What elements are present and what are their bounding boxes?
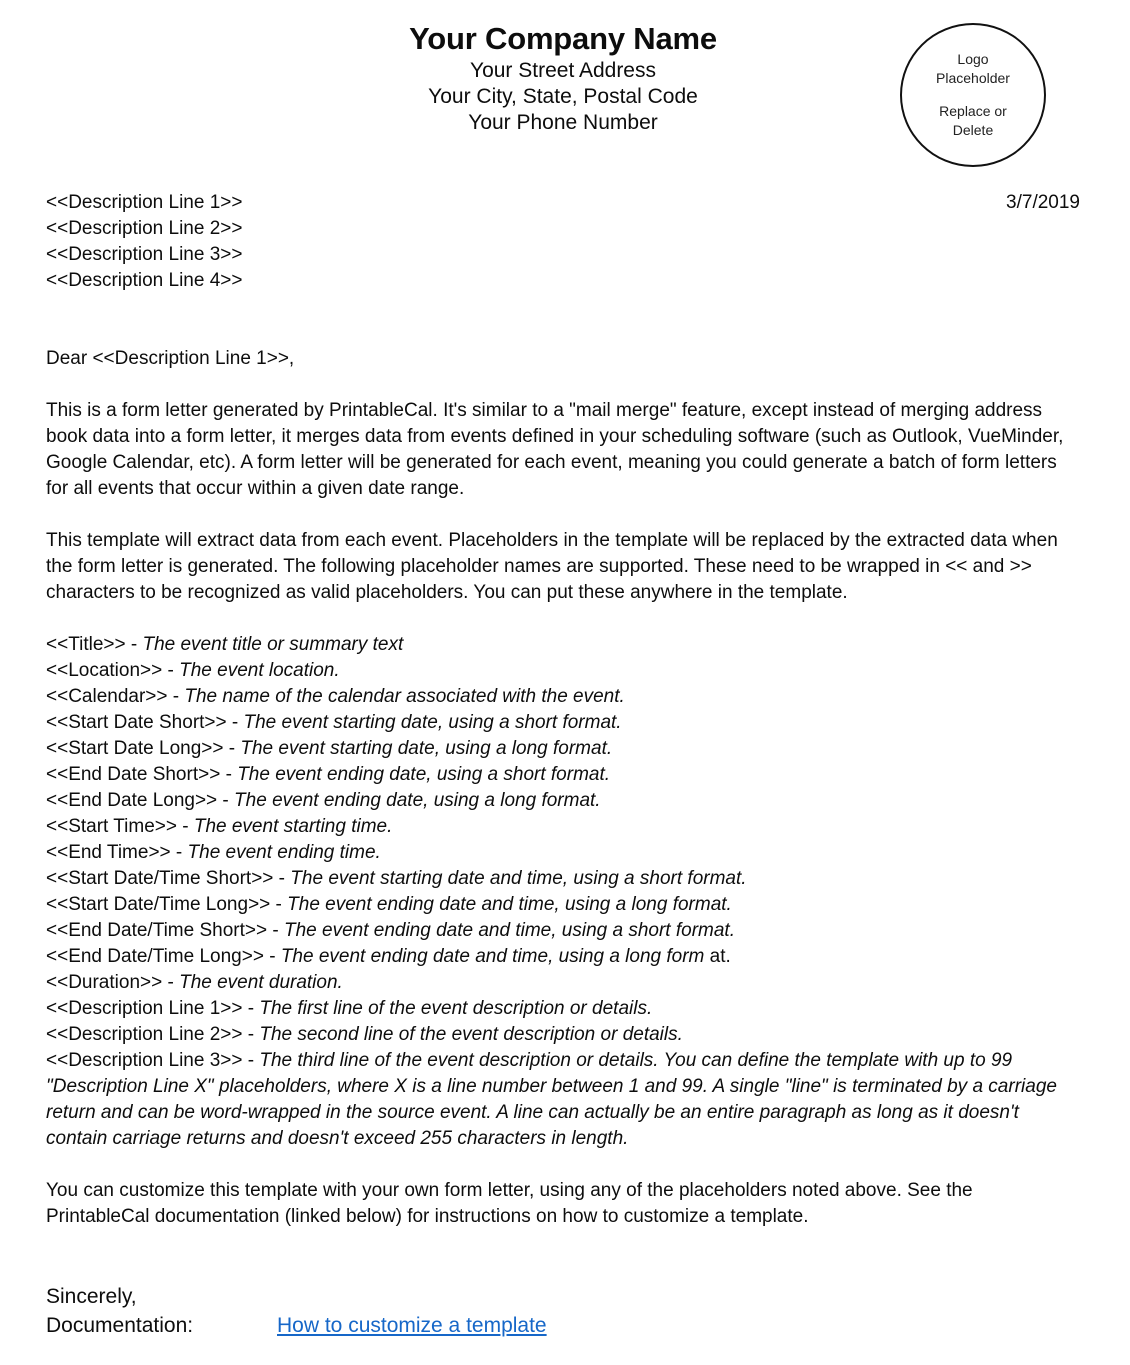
placeholder-description: The event starting date, using a long format. bbox=[240, 738, 613, 759]
placeholder-description: The third line of the event description or details. You can define the template with up to 99 "Description Line X" placeholders, where X is a line number between 1 and 99. A single "line" is terminated by a carriage return and can be word-wrapped in the source event. A line can actually be an entire paragraph as long as it doesn't contain carriage returns and doesn't exceed 255 characters in length. bbox=[46, 1050, 1057, 1149]
placeholder-name: <<Description Line 1>> - bbox=[46, 998, 260, 1019]
placeholder-name: <<Start Date/Time Short>> - bbox=[46, 868, 291, 889]
placeholder-name: <<Description Line 2>> - bbox=[46, 1024, 260, 1045]
placeholder-name: <<End Date/Time Long>> - bbox=[46, 946, 281, 967]
paragraph-placeholders-intro: This template will extract data from each event. Placeholders in the template will be replaced by the extracted data when the form letter is generated. The following placeholder names are supported. These need to be wrapped in << and >> characters to be recognized as valid placeholders. You can put these anywhere in the template. bbox=[46, 530, 1058, 603]
placeholder-row bbox=[46, 658, 1080, 684]
placeholder-name: <<Location>> - bbox=[46, 660, 180, 681]
placeholder-description: The first line of the event description or details. bbox=[259, 998, 653, 1019]
address-line-street: Your Street Address bbox=[469, 59, 656, 82]
closing-sincerely: Sincerely, bbox=[46, 1285, 137, 1308]
letter-body bbox=[46, 190, 1080, 1340]
placeholder-tail: at. bbox=[704, 946, 731, 967]
placeholder-description: The event ending time. bbox=[187, 842, 381, 863]
placeholder-description: The event ending date and time, using a short format. bbox=[283, 920, 735, 941]
placeholder-row bbox=[46, 632, 1080, 658]
placeholder-row bbox=[46, 736, 1080, 762]
placeholder-name: <<End Date Short>> - bbox=[46, 764, 238, 785]
placeholder-name: <<Calendar>> - bbox=[46, 686, 185, 707]
placeholder-row bbox=[46, 944, 1080, 970]
spacer bbox=[46, 320, 1080, 346]
placeholder-row bbox=[46, 996, 1080, 1022]
recipient-line-3: <<Description Line 3>> bbox=[46, 244, 243, 265]
placeholder-row bbox=[46, 788, 1080, 814]
paragraph-intro: This is a form letter generated by PrintableCal. It's similar to a "mail merge" feature, except instead of merging address book data into a form letter, it merges data from events defined in your scheduling software (such as Outlook, VueMinder, Google Calendar, etc). A form letter will be generated for each event, meaning you could generate a batch of form letters for all events that occur within a given date range. bbox=[46, 400, 1064, 499]
placeholder-name: <<Title>> - bbox=[46, 634, 143, 655]
recipient-line-1: <<Description Line 1>> bbox=[46, 192, 243, 213]
placeholder-name: <<Start Time>> - bbox=[46, 816, 194, 837]
spacer bbox=[46, 1230, 1080, 1256]
placeholder-name: <<End Time>> - bbox=[46, 842, 188, 863]
placeholder-list bbox=[46, 632, 1080, 1152]
paragraph-customize: You can customize this template with your own form letter, using any of the placeholders noted above. See the PrintableCal documentation (linked below) for instructions on how to customize a template. bbox=[46, 1180, 973, 1227]
placeholder-name: <<End Date/Time Short>> - bbox=[46, 920, 284, 941]
placeholder-description: The event starting date and time, using a short format. bbox=[290, 868, 747, 889]
placeholder-description: The event ending date, using a long format. bbox=[234, 790, 601, 811]
letter-date: 3/7/2019 bbox=[1006, 192, 1080, 213]
spacer bbox=[46, 606, 1080, 632]
placeholder-row bbox=[46, 1048, 1080, 1152]
placeholder-description: The name of the calendar associated with the event. bbox=[184, 686, 625, 707]
placeholder-row bbox=[46, 840, 1080, 866]
documentation-row bbox=[46, 1311, 1080, 1340]
placeholder-name: <<Duration>> - bbox=[46, 972, 180, 993]
placeholder-description: The event ending date and time, using a long format. bbox=[287, 894, 732, 915]
recipient-block bbox=[46, 190, 1080, 294]
placeholder-name: <<Start Date Long>> - bbox=[46, 738, 241, 759]
spacer bbox=[46, 1152, 1080, 1178]
placeholder-row bbox=[46, 866, 1080, 892]
placeholder-row bbox=[46, 710, 1080, 736]
address-line-city: Your City, State, Postal Code bbox=[428, 85, 698, 108]
placeholder-row bbox=[46, 762, 1080, 788]
logo-line-4: Delete bbox=[952, 122, 994, 138]
placeholder-description: The event ending date, using a short format. bbox=[237, 764, 611, 785]
placeholder-description: The event location. bbox=[179, 660, 340, 681]
placeholder-row bbox=[46, 684, 1080, 710]
placeholder-row bbox=[46, 892, 1080, 918]
placeholder-row bbox=[46, 1022, 1080, 1048]
spacer bbox=[46, 1256, 1080, 1282]
company-name: Your Company Name bbox=[409, 21, 717, 56]
placeholder-description: The event starting date, using a short format. bbox=[243, 712, 622, 733]
placeholder-name: <<Description Line 3>> - bbox=[46, 1050, 260, 1071]
placeholder-description: The event duration. bbox=[179, 972, 343, 993]
documentation-link[interactable]: How to customize a template bbox=[277, 1314, 547, 1337]
logo-line-2: Placeholder bbox=[936, 70, 1010, 86]
logo-line-1: Logo bbox=[957, 51, 989, 67]
address-line-phone: Your Phone Number bbox=[468, 111, 658, 134]
salutation: Dear <<Description Line 1>>, bbox=[46, 348, 295, 369]
placeholder-description: The second line of the event description or details. bbox=[259, 1024, 683, 1045]
placeholder-row bbox=[46, 970, 1080, 996]
placeholder-name: <<Start Date Short>> - bbox=[46, 712, 244, 733]
recipient-line-4: <<Description Line 4>> bbox=[46, 270, 243, 291]
placeholder-description: The event title or summary text bbox=[142, 634, 404, 655]
placeholder-description: The event ending date and time, using a long form bbox=[280, 946, 705, 967]
spacer bbox=[46, 294, 1080, 320]
spacer bbox=[46, 502, 1080, 528]
logo-placeholder[interactable] bbox=[900, 23, 1046, 167]
documentation-label: Documentation: bbox=[46, 1314, 194, 1337]
logo-line-3: Replace or bbox=[939, 103, 1007, 119]
placeholder-description: The event starting time. bbox=[193, 816, 393, 837]
placeholder-row bbox=[46, 918, 1080, 944]
placeholder-name: <<Start Date/Time Long>> - bbox=[46, 894, 288, 915]
spacer bbox=[46, 372, 1080, 398]
recipient-line-2: <<Description Line 2>> bbox=[46, 218, 243, 239]
placeholder-name: <<End Date Long>> - bbox=[46, 790, 235, 811]
placeholder-row bbox=[46, 814, 1080, 840]
